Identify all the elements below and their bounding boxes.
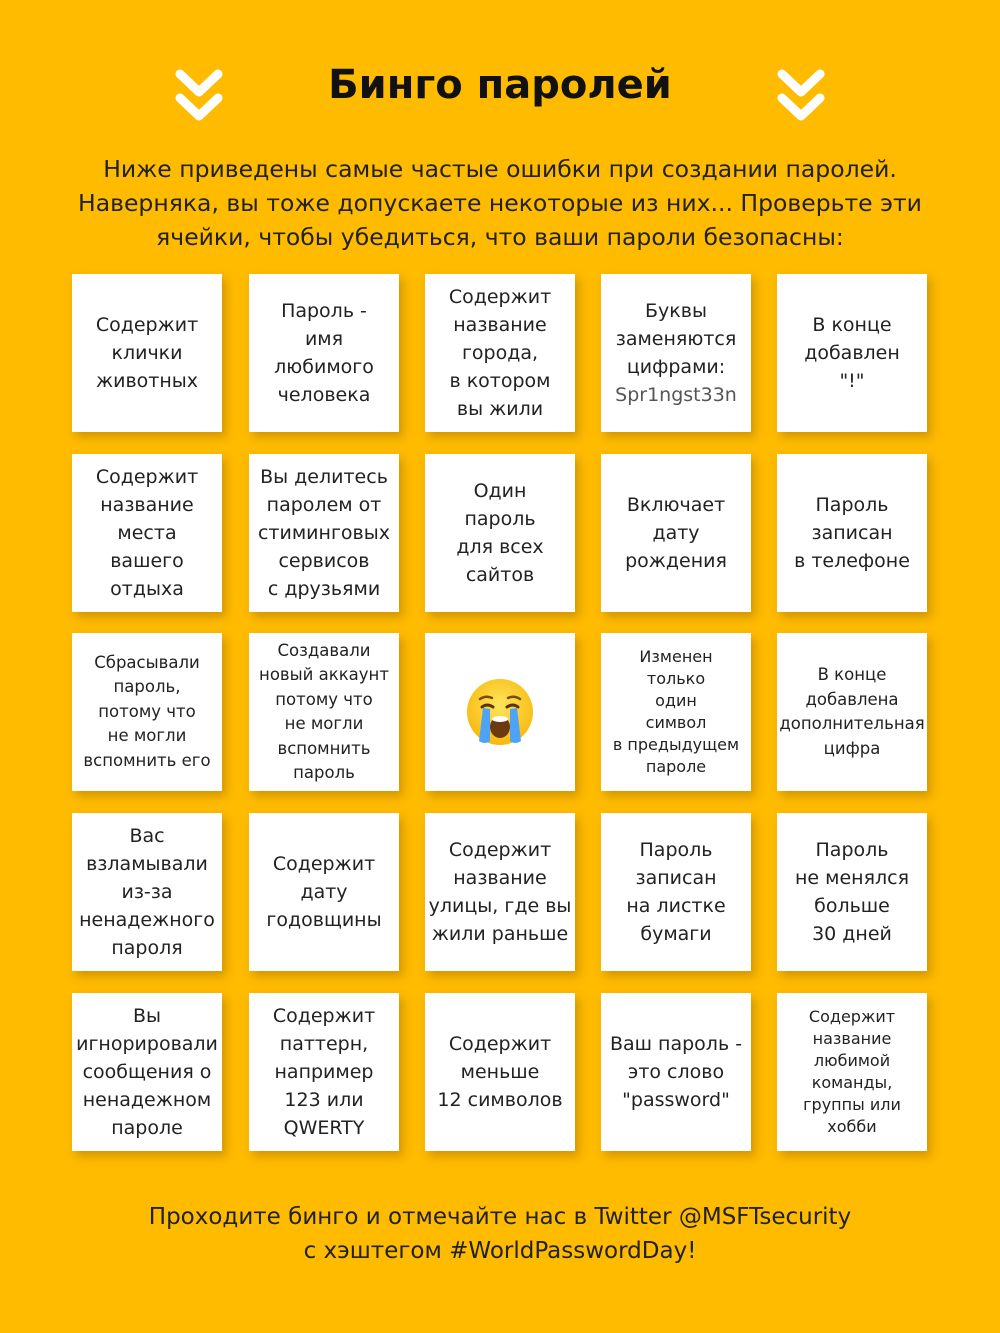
bingo-cell-text: игнорировали: [76, 1033, 218, 1055]
bingo-cell-text: бумаги: [640, 923, 712, 945]
bingo-cell-text: меньше: [460, 1061, 540, 1083]
bingo-cell-text: в котором: [449, 370, 551, 392]
bingo-cell[interactable]: [601, 993, 751, 1151]
bingo-cell-text: дату: [652, 522, 700, 544]
bingo-cell-text: в предыдущем: [612, 735, 740, 754]
bingo-cell-text: название: [453, 314, 547, 336]
bingo-cell-text: потому что: [98, 701, 196, 721]
bingo-cell-text: дату: [300, 881, 348, 903]
bingo-cell[interactable]: [249, 993, 399, 1151]
bingo-cell-text: цифрами:: [626, 356, 726, 378]
bingo-cell-text: команды,: [811, 1073, 893, 1092]
bingo-cell[interactable]: [72, 993, 222, 1151]
footer-line: с хэштегом #WorldPasswordDay!: [303, 1238, 697, 1264]
bingo-cell-text: название: [812, 1029, 892, 1048]
bingo-cell[interactable]: [601, 813, 751, 971]
bingo-cell-text: добавлен: [804, 342, 900, 364]
bingo-cell-text: паролем от: [266, 494, 382, 516]
bingo-cell[interactable]: [777, 454, 927, 612]
bingo-cell-text: один: [655, 691, 697, 710]
bingo-cell-text: записан: [635, 867, 717, 889]
bingo-cell-text: новый аккаунт: [259, 665, 389, 684]
bingo-cell[interactable]: [72, 274, 222, 432]
bingo-cell[interactable]: [249, 813, 399, 971]
bingo-cell-text: "!": [839, 370, 865, 392]
bingo-cell-text: пароля: [111, 937, 183, 959]
bingo-cell-text: 30 дней: [812, 923, 892, 945]
bingo-cell-text: Пароль: [815, 494, 889, 516]
bingo-cell-text: вашего: [110, 550, 184, 572]
bingo-cell-text: сайтов: [465, 564, 535, 586]
bingo-cell-text: Пароль: [639, 839, 713, 861]
bingo-cell-text: QWERTY: [283, 1117, 365, 1139]
bingo-cell-text: Создавали: [277, 640, 371, 660]
bingo-cell-text: не могли: [107, 726, 187, 746]
bingo-cell-text: любимого: [274, 356, 374, 378]
intro-text: [60, 152, 940, 254]
bingo-cell-text: годовщины: [266, 909, 382, 931]
bingo-cell-text: Изменен: [639, 647, 713, 666]
bingo-cell-text: не менялся: [794, 867, 910, 889]
bingo-cell-text: пароль,: [113, 677, 181, 697]
bingo-cell[interactable]: [601, 274, 751, 432]
bingo-cell-text: вспомнить: [277, 738, 371, 758]
bingo-cell-text: Spr1ngst33n: [615, 384, 737, 406]
bingo-cell[interactable]: [601, 454, 751, 612]
bingo-cell[interactable]: [425, 993, 575, 1151]
bingo-cell-text: Ваш пароль -: [609, 1033, 743, 1055]
bingo-cell-text: Содержит: [448, 839, 552, 861]
bingo-cell-text: Пароль: [815, 839, 889, 861]
bingo-cell[interactable]: [777, 274, 927, 432]
bingo-cell-text: В конце: [817, 665, 887, 684]
bingo-cell-text: Содержит: [95, 466, 199, 488]
bingo-cell-text: не могли: [284, 714, 364, 733]
bingo-cell-text: потому что: [275, 689, 373, 709]
bingo-cell-text: заменяются: [615, 328, 737, 350]
bingo-cell-text: ненадежном: [82, 1089, 212, 1111]
bingo-cell[interactable]: [777, 633, 927, 791]
bingo-cell-text: имя: [304, 328, 344, 350]
bingo-cell-text: Содержит: [272, 853, 376, 875]
bingo-cell[interactable]: [601, 633, 751, 791]
bingo-cell[interactable]: [249, 633, 399, 791]
bingo-cell-text: В конце: [812, 314, 892, 336]
bingo-cell[interactable]: [72, 454, 222, 612]
bingo-cell-text: взламывали: [86, 853, 208, 875]
intro-line: ячейки, чтобы убедиться, что ваши пароли безопасны:: [156, 223, 844, 251]
bingo-cell-text: человека: [277, 384, 371, 406]
bingo-cell-text: из-за: [121, 881, 173, 903]
bingo-cell-text: добавлена: [805, 689, 899, 709]
bingo-cell-text: животных: [95, 370, 199, 392]
bingo-cell-text: Вы: [132, 1005, 162, 1027]
bingo-cell-text: с друзьями: [267, 578, 381, 600]
bingo-cell-text: хобби: [827, 1117, 877, 1136]
bingo-cell-text: Буквы: [645, 300, 707, 322]
bingo-cell[interactable]: [72, 633, 222, 791]
bingo-cell-text: больше: [814, 895, 890, 917]
bingo-cell-text: Вас: [129, 825, 165, 847]
bingo-cell-text: вы жили: [456, 398, 544, 420]
bingo-cell-text: города,: [461, 342, 539, 364]
bingo-cell-text: любимой: [813, 1051, 891, 1070]
bingo-cell-text: Один: [473, 480, 527, 502]
bingo-cell-text: в телефоне: [794, 550, 910, 572]
bingo-cell-text: места: [117, 522, 177, 544]
bingo-cell-text: группы или: [803, 1095, 901, 1114]
bingo-cell[interactable]: [249, 454, 399, 612]
bingo-cell-text: Включает: [626, 494, 726, 516]
bingo-cell-text: отдыха: [110, 578, 184, 600]
bingo-cell-text: Вы делитесь: [260, 466, 388, 488]
footer-line: Проходите бинго и отмечайте нас в Twitter @MSFTsecurity: [148, 1204, 852, 1230]
bingo-cell-text: 123 или: [284, 1089, 364, 1111]
bingo-cell-text: "password": [622, 1089, 730, 1111]
bingo-cell-text: Содержит: [808, 1007, 896, 1026]
bingo-cell-text: вспомнить его: [83, 750, 211, 770]
bingo-cell-text: Содержит: [95, 314, 199, 336]
bingo-cell-text: Содержит: [448, 1033, 552, 1055]
bingo-cell-text: паттерн,: [279, 1033, 369, 1055]
bingo-cell[interactable]: [425, 813, 575, 971]
bingo-grid: [72, 274, 928, 1152]
bingo-cell-text: Содержит: [272, 1005, 376, 1027]
bingo-cell-text: стиминговых: [257, 522, 391, 544]
bingo-cell-text: цифра: [823, 738, 881, 758]
bingo-cell-text: Содержит: [448, 286, 552, 308]
bingo-cell-text: на листке: [626, 895, 726, 917]
bingo-cell[interactable]: [425, 274, 575, 432]
bingo-cell[interactable]: [425, 454, 575, 612]
footer-text: [40, 1200, 960, 1268]
double-chevron-down-icon: [776, 68, 826, 126]
bingo-cell-text: сервисов: [278, 550, 370, 572]
bingo-cell-text: Пароль -: [281, 300, 367, 322]
bingo-cell-text: ненадежного: [79, 909, 215, 931]
bingo-cell-text: клички: [111, 342, 183, 364]
bingo-cell-text: только: [646, 669, 706, 688]
crying-face-emoji-icon: [463, 675, 537, 749]
intro-line: Ниже приведены самые частые ошибки при создании паролей.: [103, 155, 897, 183]
bingo-cell-text: это слово: [627, 1061, 725, 1083]
bingo-cell-text: например: [274, 1061, 374, 1083]
page-title: Бинго паролей: [328, 62, 672, 108]
bingo-cell-text: пароль: [293, 763, 355, 782]
bingo-cell-text: для всех: [456, 536, 544, 558]
bingo-cell-text: рождения: [625, 550, 727, 572]
bingo-cell-text: сообщения о: [82, 1061, 212, 1083]
bingo-cell-text: записан: [811, 522, 893, 544]
intro-line: Наверняка, вы тоже допускаете некоторые из них... Проверьте эти: [78, 189, 922, 217]
bingo-cell-text: дополнительная: [779, 714, 925, 733]
bingo-cell-text: Сбрасывали: [94, 652, 200, 672]
bingo-cell-text: пароль: [464, 508, 536, 530]
bingo-cell-text: название: [453, 867, 547, 889]
bingo-cell-text: жили раньше: [431, 923, 569, 945]
bingo-cell-text: улицы, где вы: [428, 895, 572, 917]
bingo-cell-text: 12 символов: [437, 1089, 563, 1111]
bingo-cell-text: пароле: [645, 757, 707, 776]
bingo-cell[interactable]: [249, 274, 399, 432]
bingo-cell-center[interactable]: [425, 633, 575, 791]
bingo-cell-text: название: [100, 494, 194, 516]
bingo-cell-text: пароле: [111, 1117, 183, 1139]
bingo-cell-text: символ: [645, 713, 707, 732]
bingo-cell[interactable]: [777, 813, 927, 971]
bingo-cell[interactable]: [777, 993, 927, 1151]
bingo-cell[interactable]: [72, 813, 222, 971]
